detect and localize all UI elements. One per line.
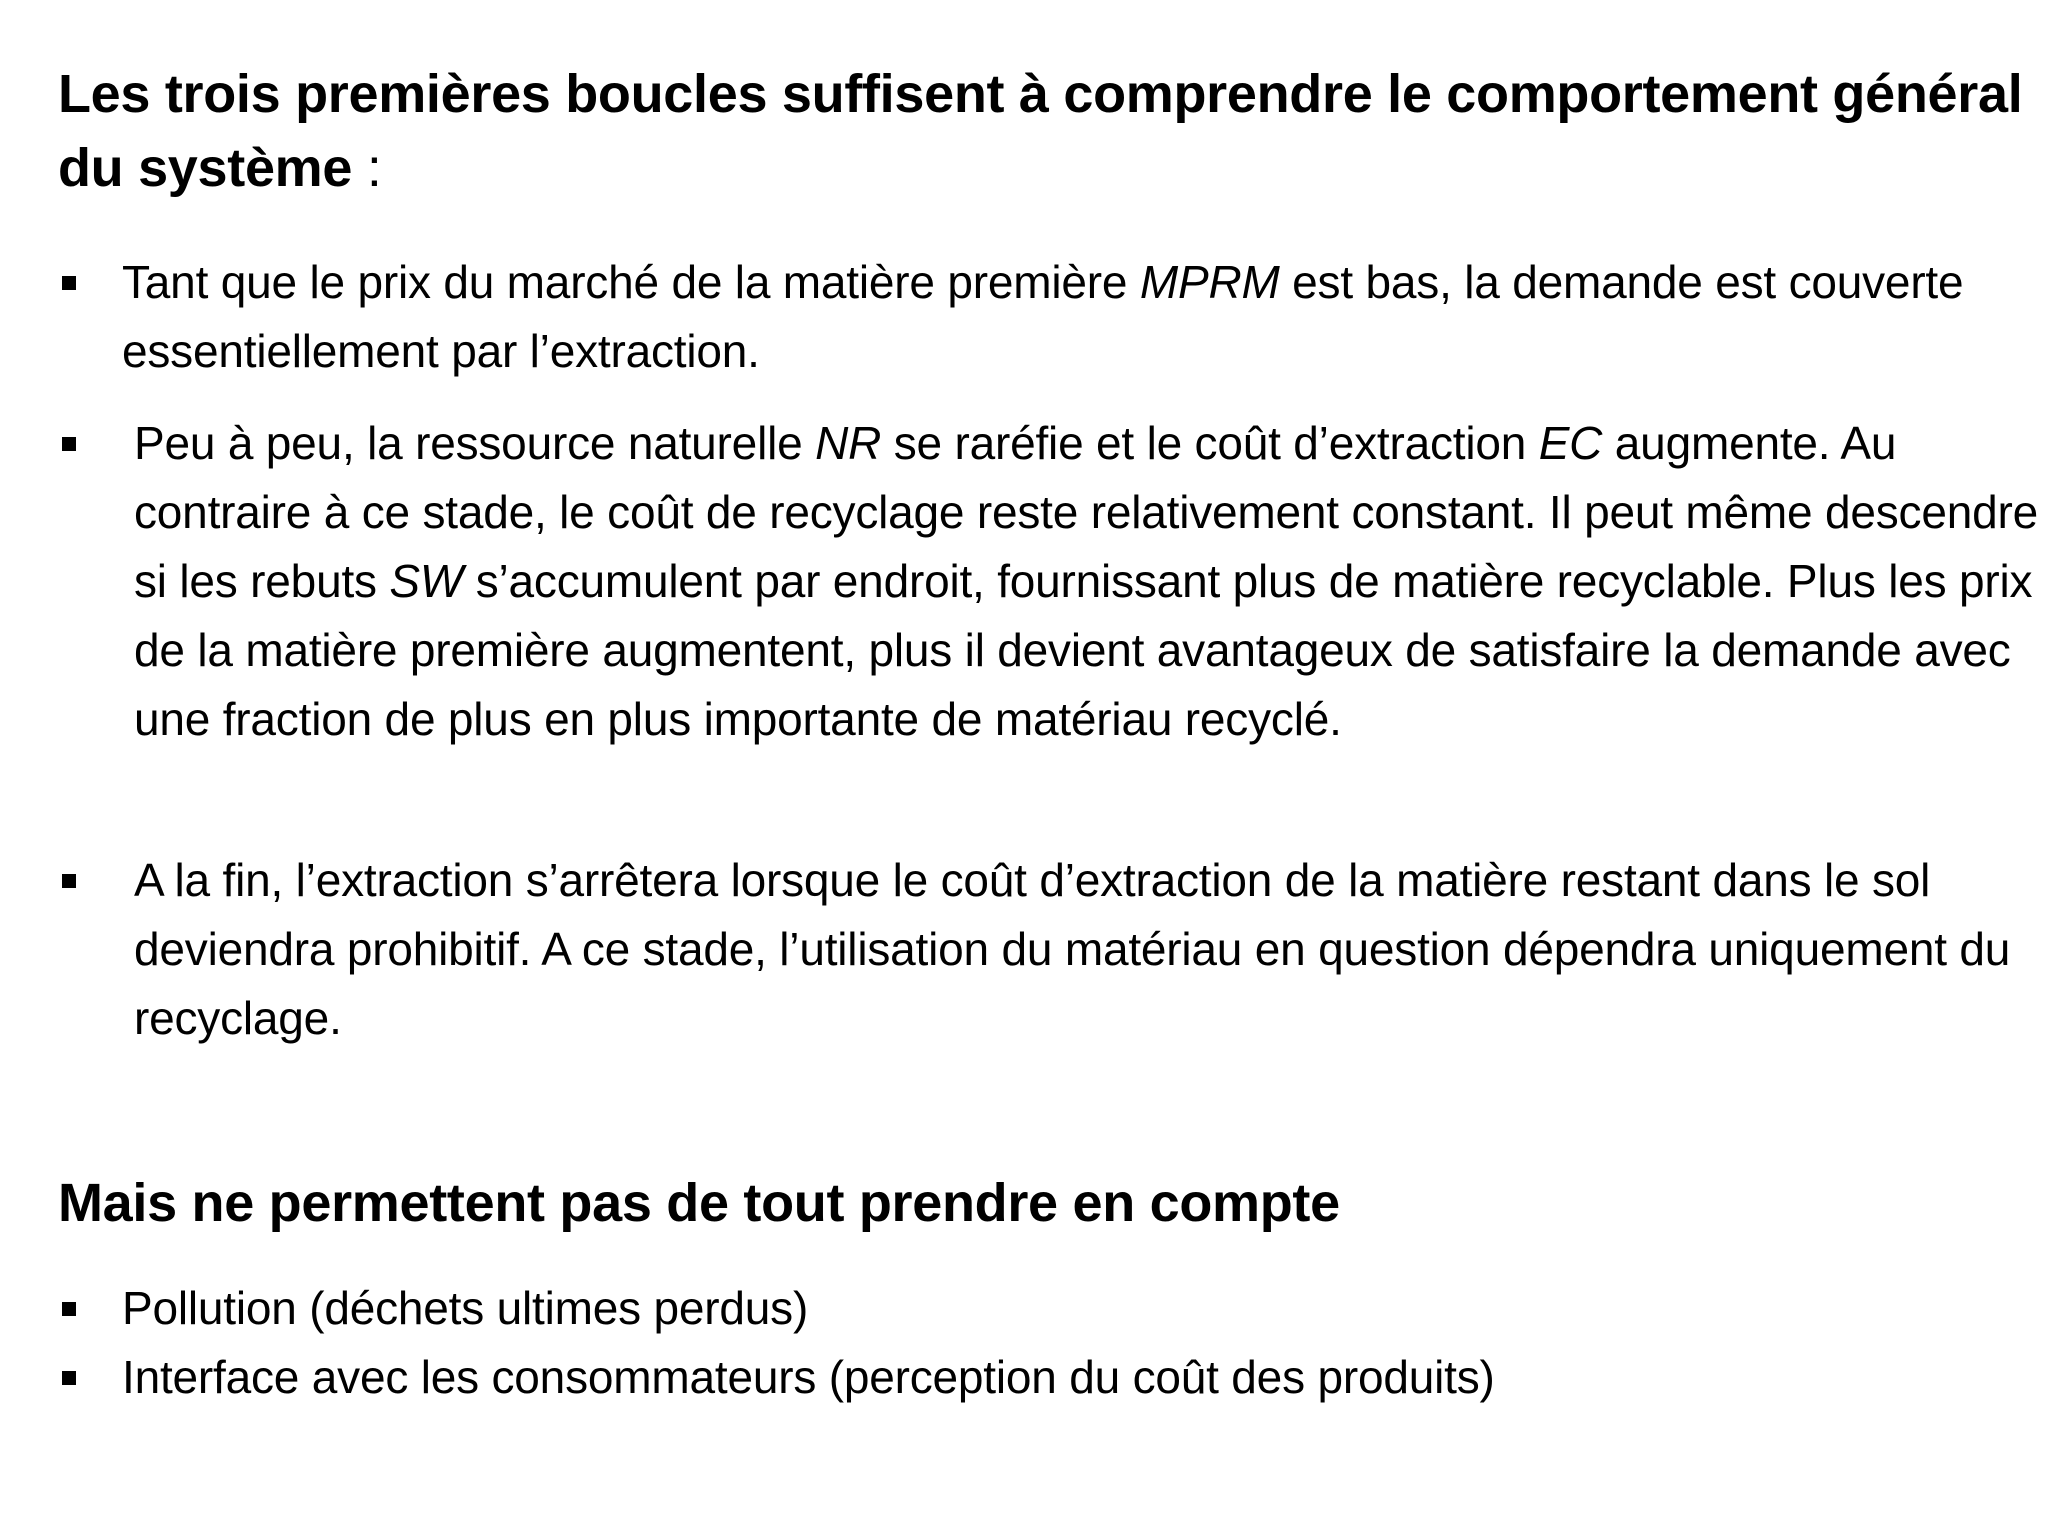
square-bullet-icon [62,276,76,290]
list-item [0,846,2034,1053]
text-run: augmente. Au contraire à ce stade, le coût de recyclage reste relativement constant. Il peut même descendre si les rebuts [134,417,2038,607]
text-run: Peu à peu, la ressource naturelle [134,417,816,469]
list-item [0,409,2046,754]
text-run: Tant que le prix du marché de la matière première [122,256,1140,308]
bullet-text [134,409,2046,754]
square-bullet-icon [62,1302,76,1316]
variable-nr: NR [815,417,882,469]
bullet-text: Pollution (déchets ultimes perdus) [122,1282,809,1334]
list-item [0,1274,2022,1343]
square-bullet-icon [62,1371,76,1385]
variable-sw: SW [389,555,464,607]
bullet-text [122,248,2032,386]
section1-heading-text: Les trois premières boucles suffisent à comprendre le comportement général du système [58,64,2023,198]
variable-mprm: MPRM [1139,256,1280,308]
text-run: est bas, la demande est couverte essentiellement par l’extraction. [122,256,1964,377]
text-run: se raréfie et le coût d’extraction [881,417,1539,469]
list-item [0,1343,2022,1412]
bullet-text: A la fin, l’extraction s’arrêtera lorsque le coût d’extraction de la matière restant dans le sol deviendra prohibitif. A ce stade, l’utilisation du matériau en question dépendra uniquement du recyclage. [134,854,2011,1044]
text-run: s’accumulent par endroit, fournissant plus de matière recyclable. Plus les prix de la matière première augmentent, plus il devient avantageux de satisfaire la demande avec une fraction de plus en plus importante de matériau recyclé. [134,555,2033,745]
bullet-text: Interface avec les consommateurs (perception du coût des produits) [122,1351,1495,1403]
list-item [0,248,2032,386]
variable-ec: EC [1538,417,1603,469]
square-bullet-icon [62,437,76,451]
section2-heading: Mais ne permettent pas de tout prendre en compte [58,1173,1340,1233]
square-bullet-icon [62,874,76,888]
section1-heading-suffix: : [352,138,382,198]
section1-heading [58,57,2033,205]
